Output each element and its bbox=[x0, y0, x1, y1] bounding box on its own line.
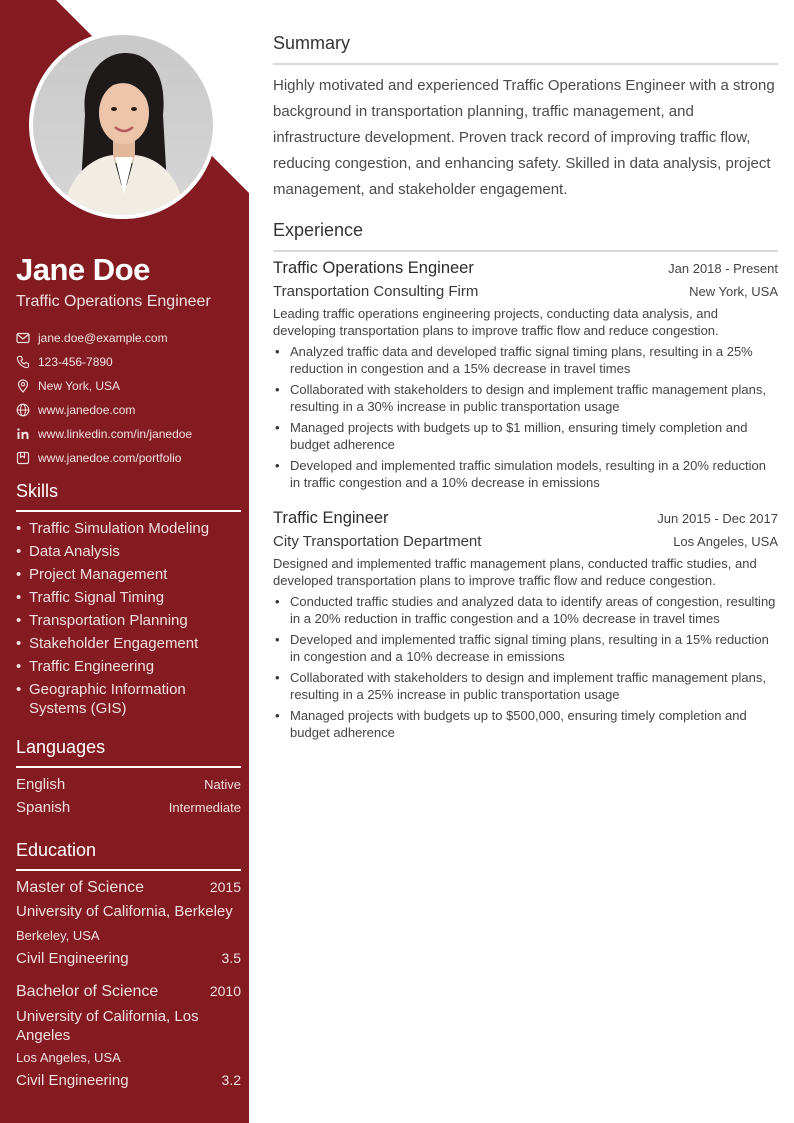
contact-email[interactable] bbox=[16, 326, 241, 350]
education-heading: Education bbox=[16, 840, 241, 871]
language-level: Intermediate bbox=[168, 800, 241, 815]
field-of-study: Civil Engineering bbox=[16, 950, 129, 967]
job-description: Designed and implemented traffic management plans, conducted traffic studies, and developed transportation plans to improve traffic flow and reduce congestion. bbox=[273, 556, 757, 588]
list-item: • Traffic Signal Timing bbox=[16, 589, 165, 606]
list-item: • Geographic Information Systems (GIS) bbox=[16, 680, 241, 718]
contact-portfolio[interactable] bbox=[16, 446, 241, 470]
degree: Master of Science bbox=[16, 879, 145, 896]
education-entry bbox=[16, 983, 241, 1091]
skill-label: Traffic Engineering bbox=[29, 658, 155, 675]
language-name: English bbox=[16, 776, 66, 793]
school-location: Berkeley, USA bbox=[16, 928, 100, 943]
contact-linkedin[interactable] bbox=[16, 422, 241, 446]
experience-heading: Experience bbox=[273, 220, 778, 252]
portrait-illustration bbox=[33, 35, 213, 215]
skills-list bbox=[16, 519, 241, 722]
skills-heading: Skills bbox=[16, 481, 241, 512]
list-item: • Conducted traffic studies and analyzed data to identify areas of congestion, resulting in a 20% reduction in traffic congestion and a 10% decrease in travel times bbox=[273, 593, 778, 627]
contact-location bbox=[16, 374, 241, 398]
candidate-title: Traffic Operations Engineer bbox=[16, 293, 211, 310]
contact-text: www.janedoe.com/portfolio bbox=[38, 451, 182, 465]
list-item: • Data Analysis bbox=[16, 543, 120, 560]
achievement-list bbox=[273, 343, 778, 491]
school: University of California, Los Angeles bbox=[16, 1008, 199, 1044]
grad-year: 2015 bbox=[209, 879, 241, 895]
achievement-list bbox=[273, 593, 778, 741]
summary-heading: Summary bbox=[273, 33, 778, 65]
list-item: • Traffic Simulation Modeling bbox=[16, 520, 210, 537]
contact-text: www.janedoe.com bbox=[38, 403, 136, 417]
job-title: Traffic Engineer bbox=[273, 509, 389, 527]
contact-text: www.linkedin.com/in/janedoe bbox=[38, 427, 193, 441]
avatar bbox=[33, 35, 213, 215]
mail-icon bbox=[16, 331, 30, 345]
skill-label: Traffic Signal Timing bbox=[29, 589, 165, 606]
education-entry bbox=[16, 879, 241, 969]
list-item: • Stakeholder Engagement bbox=[16, 635, 199, 652]
contact-text: 123-456-7890 bbox=[38, 355, 113, 369]
grad-year: 2010 bbox=[209, 983, 241, 999]
list-item: • Managed projects with budgets up to $1 million, ensuring timely completion and budget adherence bbox=[273, 419, 778, 453]
school: University of California, Berkeley bbox=[16, 903, 233, 920]
list-item: • Collaborated with stakeholders to design and implement traffic management plans, resulting in a 30% increase in public transportation usage bbox=[273, 381, 778, 415]
contact-text: jane.doe@example.com bbox=[38, 331, 168, 345]
company-name: City Transportation Department bbox=[273, 533, 482, 550]
skill-label: Stakeholder Engagement bbox=[29, 635, 199, 652]
school-location: Los Angeles, USA bbox=[16, 1050, 121, 1065]
location-pin-icon bbox=[16, 379, 30, 393]
list-item: • Collaborated with stakeholders to design and implement traffic management plans, resulting in a 25% increase in public transportation usage bbox=[273, 669, 778, 703]
list-item: • Developed and implemented traffic signal timing plans, resulting in a 15% reduction in congestion and a 10% decrease in emissions bbox=[273, 631, 778, 665]
language-row bbox=[16, 776, 241, 799]
skill-label: Traffic Simulation Modeling bbox=[29, 520, 210, 537]
list-item: • Project Management bbox=[16, 566, 168, 583]
job-entry bbox=[273, 259, 778, 491]
field-of-study: Civil Engineering bbox=[16, 1072, 129, 1089]
contact-text: New York, USA bbox=[38, 379, 121, 393]
candidate-name: Jane Doe bbox=[16, 252, 150, 287]
gpa: 3.2 bbox=[221, 1072, 241, 1088]
job-description: Leading traffic operations engineering projects, conducting data analysis, and developing transportation plans to improve traffic flow and reduce congestion. bbox=[273, 306, 719, 338]
contact-list bbox=[16, 326, 241, 470]
skill-label: Project Management bbox=[29, 566, 168, 583]
skill-label: Data Analysis bbox=[29, 543, 120, 560]
job-dates: Jun 2015 - Dec 2017 bbox=[657, 511, 778, 526]
skill-label: Transportation Planning bbox=[29, 612, 188, 629]
list-item: • Traffic Engineering bbox=[16, 658, 155, 675]
degree: Bachelor of Science bbox=[16, 983, 159, 1000]
language-level: Native bbox=[204, 777, 241, 792]
globe-icon bbox=[16, 403, 30, 417]
language-row bbox=[16, 799, 241, 822]
list-item: • Developed and implemented traffic simulation models, resulting in a 20% reduction in traffic congestion and a 10% decrease in emissions bbox=[273, 457, 778, 491]
languages-heading: Languages bbox=[16, 737, 241, 768]
contact-phone[interactable] bbox=[16, 350, 241, 374]
company-name: Transportation Consulting Firm bbox=[273, 283, 479, 300]
job-dates: Jan 2018 - Present bbox=[668, 261, 778, 276]
gpa: 3.5 bbox=[221, 950, 241, 966]
phone-icon bbox=[16, 355, 30, 369]
summary-text: Highly motivated and experienced Traffic Operations Engineer with a strong background in transportation planning, traffic management, and infrastructure development. Proven track record of improving traffic flow, reducing congestion, and enhancing safety. Skilled in data analysis, project management, and stakeholder engagement. bbox=[273, 77, 775, 198]
contact-website[interactable] bbox=[16, 398, 241, 422]
profile-photo bbox=[29, 31, 217, 219]
list-item: • Managed projects with budgets up to $500,000, ensuring timely completion and budget adherence bbox=[273, 707, 778, 741]
list-item: • Transportation Planning bbox=[16, 612, 188, 629]
language-name: Spanish bbox=[16, 799, 71, 816]
skill-label: Geographic Information Systems (GIS) bbox=[29, 681, 186, 717]
portfolio-icon bbox=[16, 451, 30, 465]
languages-list bbox=[16, 776, 241, 822]
job-location: Los Angeles, USA bbox=[673, 534, 778, 549]
job-entry bbox=[273, 509, 778, 741]
list-item: • Analyzed traffic data and developed traffic signal timing plans, resulting in a 25% reduction in congestion and a 15% decrease in travel times bbox=[273, 343, 778, 377]
linkedin-icon bbox=[16, 427, 30, 441]
job-title: Traffic Operations Engineer bbox=[273, 259, 474, 277]
job-location: New York, USA bbox=[689, 284, 778, 299]
